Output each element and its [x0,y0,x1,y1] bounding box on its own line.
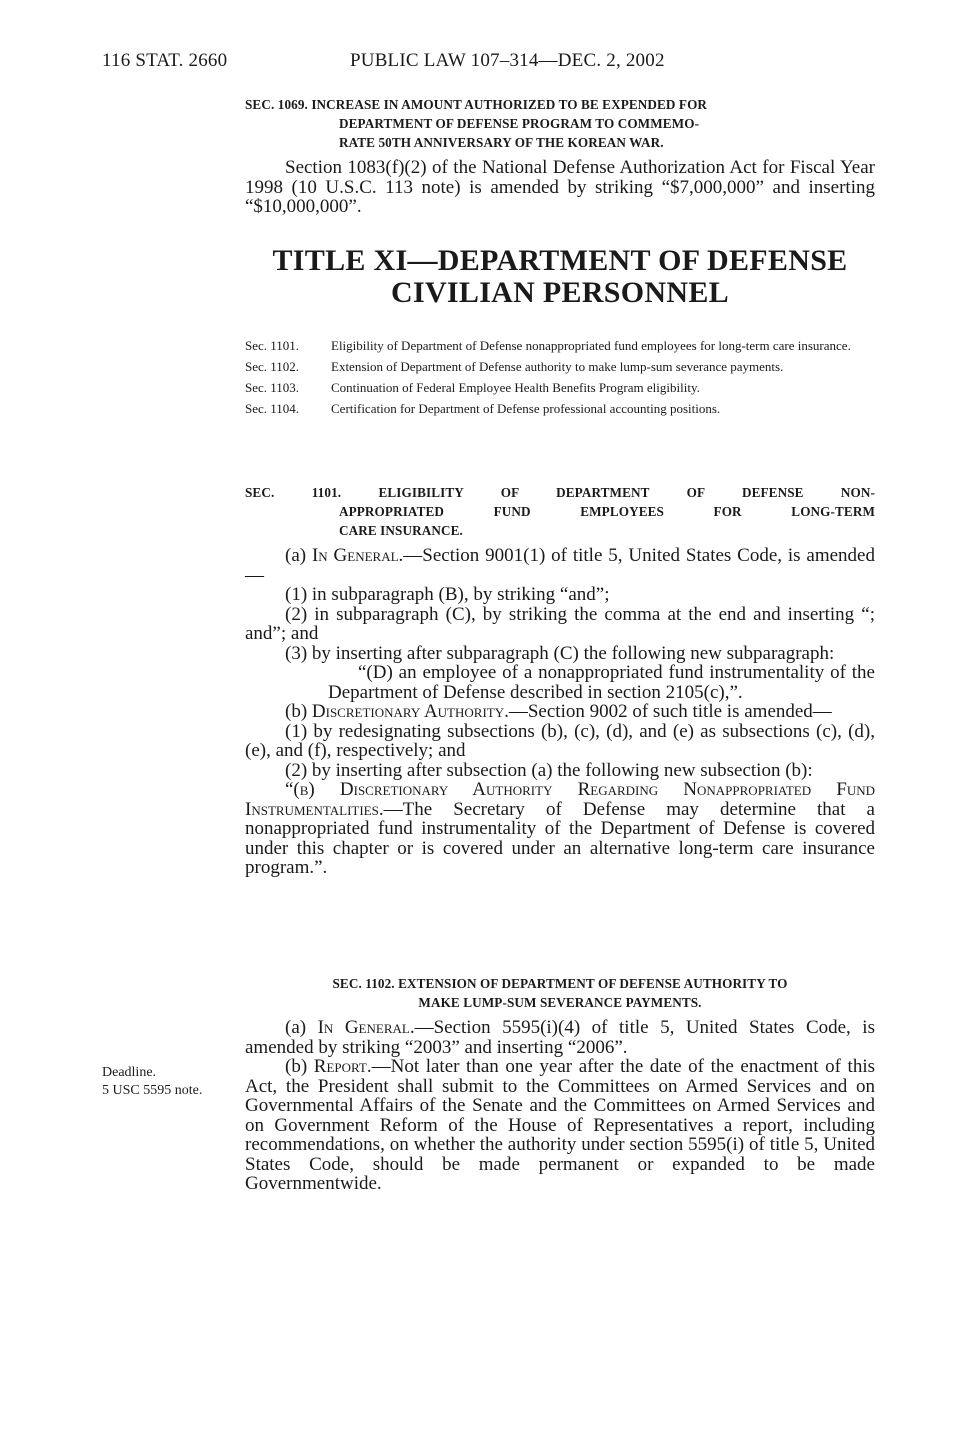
subsection-a [245,546,875,585]
subsection-1102-a [245,1018,875,1057]
title-xi-heading [245,245,875,309]
subsection-b-text: —Section 9002 of such title is amended— [508,701,832,722]
paragraph-a3: (3) by inserting after subparagraph (C) the following new subparagraph: [285,642,835,664]
section-1102-heading-line1: SEC. 1102. EXTENSION OF DEPARTMENT OF DEFENSE AUTHORITY TO [332,976,788,991]
section-1101-heading-line3: CARE INSURANCE. [339,523,463,538]
margin-note [102,1064,202,1100]
subsection-1102-a-text: —Section 5595(i)(4) of title 5, United States Code, is amended by striking “2003” and inserting “2006”. [245,1017,875,1058]
toc-section-number: Sec. 1103. [245,380,300,395]
toc-section-number: Sec. 1104. [245,401,300,416]
subsection-a-text: —Section 9001(1) of title 5, United States Code, is amended— [245,545,875,586]
toc-entry [245,359,875,374]
section-1102-body [245,1018,875,1194]
subsection-a-label: (a) [285,545,312,566]
subsection-a-caption: In General. [311,545,404,566]
subsection-1102-b-caption: Report. [313,1056,372,1077]
toc-section-number: Sec. 1102. [245,359,300,374]
section-1069-body: Section 1083(f)(2) of the National Defense Authorization Act for Fiscal Year 1998 (10 U.S.C. 113 note) is amended by striking “$7,000,000” and inserting “$10,000,000”. [245,157,875,217]
margin-note-usc: 5 USC 5595 note. [102,1083,203,1098]
paragraph-b1: (1) by redesignating subsections (b), (c), (d), and (e) as subsections (c), (d), (e), and (f), respectively; and [245,720,875,761]
section-1101-heading-line2: APPROPRIATED FUND EMPLOYEES FOR LONG-TERM [339,504,875,519]
subsection-1102-b [245,1057,875,1194]
section-1101-body [245,546,875,878]
section-1101-heading-line1: SEC. 1101. ELIGIBILITY OF DEPARTMENT OF DEFENSE NON- [245,485,875,500]
section-1069-heading-line3: RATE 50TH ANNIVERSARY OF THE KOREAN WAR. [339,135,664,150]
title-line-1: TITLE XI—DEPARTMENT OF DEFENSE [272,244,848,277]
public-law-header: PUBLIC LAW 107–314—DEC. 2, 2002 [350,50,665,71]
toc-section-title: Eligibility of Department of Defense nonappropriated fund employees for long-term care insurance. [331,338,851,353]
paragraph-a2: (2) in subparagraph (C), by striking the comma at the end and inserting “; and”; and [245,603,875,644]
page-stat-header: 116 STAT. 2660 [102,50,228,71]
margin-note-deadline: Deadline. [102,1065,157,1080]
toc-entry [245,401,875,416]
subsection-1102-a-caption: In General. [317,1017,415,1038]
toc-entry [245,338,875,353]
subsection-1102-b-label: (b) [285,1056,314,1077]
section-1069-heading-line1: SEC. 1069. INCREASE IN AMOUNT AUTHORIZED TO BE EXPENDED FOR [245,97,708,112]
subsection-b-quote-text: —The Secretary of Defense may determine that a nonappropriated fund instrumentality of the Department of Defense is covered under this chapter or is covered under an alternative long-term care insurance program.”. [245,798,875,878]
subsection-1102-b-text: —Not later than one year after the date of the enactment of this Act, the President shall submit to the Committees on Armed Services and on Governmental Affairs of the Senate and the Committees on Armed Services and on Government Reform of the House of Representatives a report, including recommendations, on whether the authority under section 5595(i) of title 5, United States Code, should be made permanent or expanded to be made Governmentwide. [245,1056,875,1194]
toc-section-title: Certification for Department of Defense professional accounting positions. [331,401,721,416]
subsection-b-quote [245,780,875,878]
subsection-b-caption: Discretionary Authority. [311,701,509,722]
title-table-of-contents [245,338,875,422]
section-1069-heading-line2: DEPARTMENT OF DEFENSE PROGRAM TO COMMEMO- [339,116,700,131]
paragraph-a1: (1) in subparagraph (B), by striking “and”; [285,584,610,605]
paragraph-a3-quote: “(D) an employee of a nonappropriated fund instrumentality of the Department of Defense described in section 2105(c),”. [328,662,875,703]
subsection-1102-a-label: (a) [285,1017,318,1038]
section-1101-heading [245,483,875,540]
title-line-2: CIVILIAN PERSONNEL [391,276,729,309]
section-1102-heading [245,974,875,1012]
subsection-b-label: (b) [285,701,312,722]
toc-section-title: Extension of Department of Defense authority to make lump-sum severance payments. [331,359,784,374]
toc-section-title: Continuation of Federal Employee Health Benefits Program eligibility. [331,380,700,395]
subsection-b-quote-caption: “(b) Discretionary Authority Regarding Nonappropriated Fund Instrumentalities. [245,779,875,820]
subsection-b [245,702,875,722]
section-1069-heading [245,95,875,152]
paragraph-b2: (2) by inserting after subsection (a) the following new subsection (b): [285,759,813,781]
toc-entry [245,380,875,395]
toc-section-number: Sec. 1101. [245,338,300,353]
section-1102-heading-line2: MAKE LUMP-SUM SEVERANCE PAYMENTS. [418,995,702,1010]
